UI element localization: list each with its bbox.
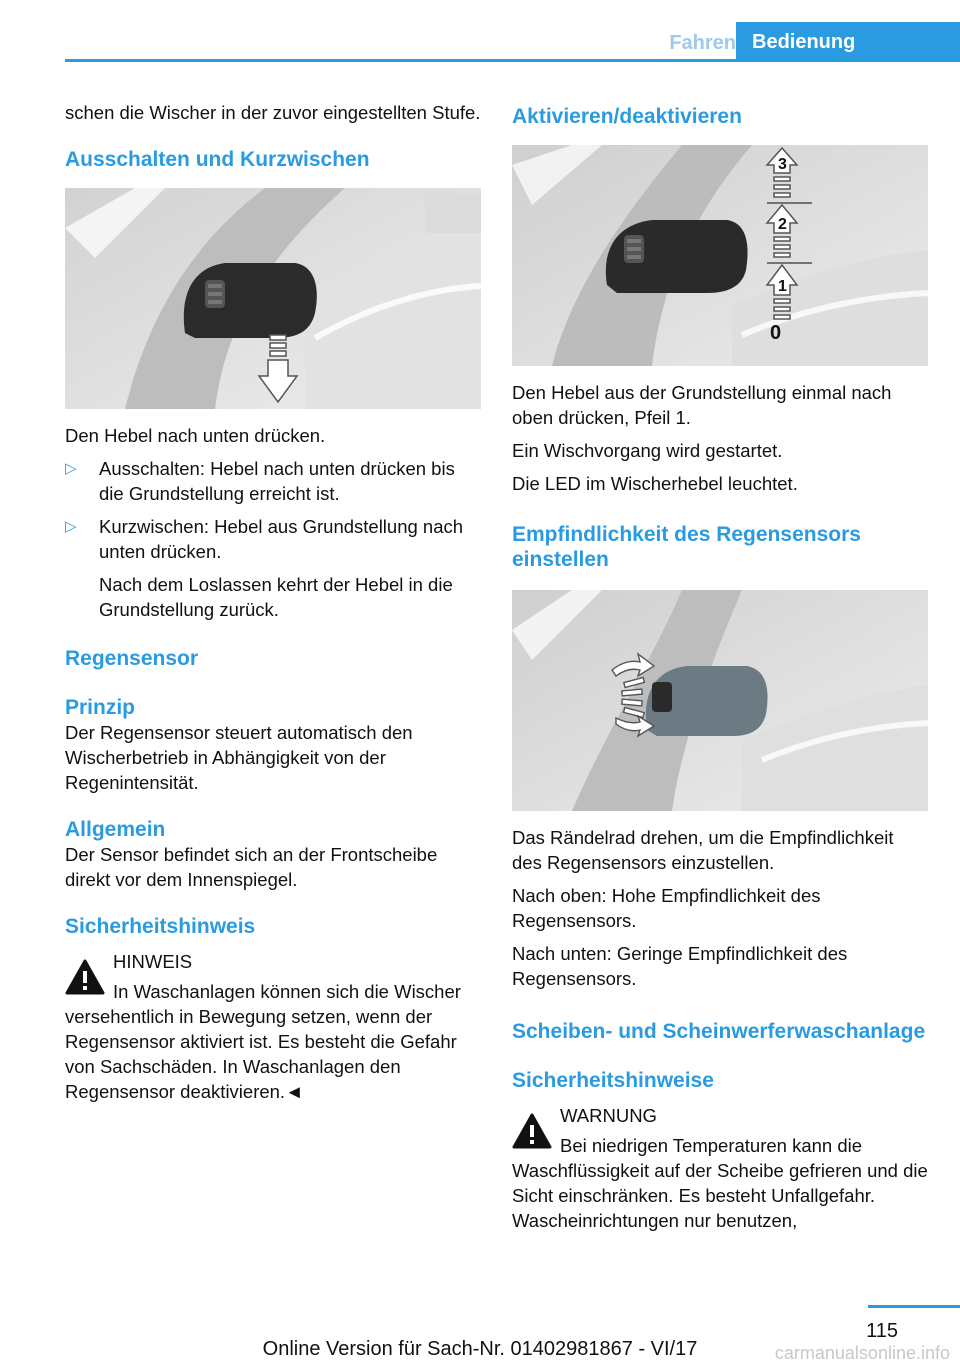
text-allgemein: Der Sensor befindet sich an der Frontscheibe direkt vor dem Innenspiegel. <box>65 844 438 890</box>
notice-title: HINWEIS <box>113 951 193 972</box>
image-lever-up <box>512 145 928 366</box>
heading-scheibenwaschanlage: Scheiben- und Scheinwerferwaschanlage <box>512 1020 926 1043</box>
warning-box <box>512 1103 928 1233</box>
arrow-label-0: 0 <box>770 322 782 344</box>
text-nach-unten: Nach unten: Geringe Empfindlichkeit des Regensensors. <box>512 943 848 989</box>
image-lever-down <box>65 188 481 409</box>
heading-allgemein: Allgemein <box>65 818 166 841</box>
triangle-bullet-icon: ▷ <box>65 460 77 477</box>
heading-aktivieren: Aktivieren/deaktivieren <box>512 105 742 128</box>
heading-prinzip: Prinzip <box>65 696 136 719</box>
bullet-continuation: Nach dem Loslassen kehrt der Hebel in die Grundstellung zurück. <box>99 574 453 620</box>
bullet-text: Ausschalten: Hebel nach unten drücken bis die Grundstellung erreicht ist. <box>99 458 455 504</box>
notice-text: In Waschanlagen können sich die Wischer versehentlich in Bewegung setzen, wenn der Regensensor aktiviert ist. Es besteht die Gefahr von Sachschäden. In Waschanlagen den Regensensor deaktivieren.◄ <box>65 981 461 1102</box>
warning-icon <box>512 1113 552 1149</box>
notice-box <box>65 949 481 1104</box>
triangle-bullet-icon: ▷ <box>65 518 77 535</box>
page-header <box>65 22 960 62</box>
warning-text: Bei niedrigen Temperaturen kann die Waschflüssigkeit auf der Scheibe gefrieren und die Sicht einschränken. Es besteht Unfallgefahr. Wascheinrichtungen nur benutzen, <box>512 1135 928 1231</box>
right-column <box>512 100 928 1238</box>
heading-ausschalten: Ausschalten und Kurzwischen <box>65 148 370 171</box>
tab-bedienung[interactable]: Bedienung <box>736 22 960 62</box>
page-number: 115 <box>866 1320 898 1342</box>
list-item <box>65 456 481 506</box>
text-hebel-unten: Den Hebel nach unten drücken. <box>65 425 326 446</box>
text-prinzip: Der Regensensor steuert automatisch den Wischerbetrieb in Abhängigkeit von der Regenintensität. <box>65 722 413 793</box>
watermark: carmanualsonline.info <box>774 1343 950 1362</box>
footer-rule <box>868 1305 960 1308</box>
heading-sicherheitshinweise: Sicherheitshinweise <box>512 1069 714 1092</box>
bullet-text: Kurzwischen: Hebel aus Grundstellung nach unten drücken. <box>99 516 464 562</box>
warning-icon <box>65 959 105 995</box>
intro-text: schen die Wischer in der zuvor eingestellten Stufe. <box>65 102 481 123</box>
text-nach-oben: Nach oben: Hohe Empfindlichkeit des Regensensors. <box>512 885 821 931</box>
heading-empfindlichkeit: Empfindlichkeit des Regensensors einstellen <box>512 523 861 571</box>
text-hebel-oben: Den Hebel aus der Grundstellung einmal nach oben drücken, Pfeil 1. <box>512 382 892 428</box>
text-led: Die LED im Wischerhebel leuchtet. <box>512 473 798 494</box>
text-raendelrad: Das Rändelrad drehen, um die Empfindlichkeit des Regensensors einzustellen. <box>512 827 894 873</box>
warning-title: WARNUNG <box>560 1105 657 1126</box>
tab-fahren[interactable]: Fahren <box>669 32 736 54</box>
arrow-label-1: 1 <box>778 278 787 295</box>
arrow-label-3: 3 <box>778 156 787 173</box>
image-thumbwheel <box>512 590 928 811</box>
heading-sicherheitshinweis: Sicherheitshinweis <box>65 915 256 938</box>
text-wischvorgang: Ein Wischvorgang wird gestartet. <box>512 440 783 461</box>
heading-regensensor: Regensensor <box>65 647 199 670</box>
arrow-label-2: 2 <box>778 216 787 233</box>
left-column <box>65 100 481 1109</box>
list-item <box>65 514 481 564</box>
online-version-note: Online Version für Sach-Nr. 01402981867 - VI/17 <box>262 1338 698 1360</box>
